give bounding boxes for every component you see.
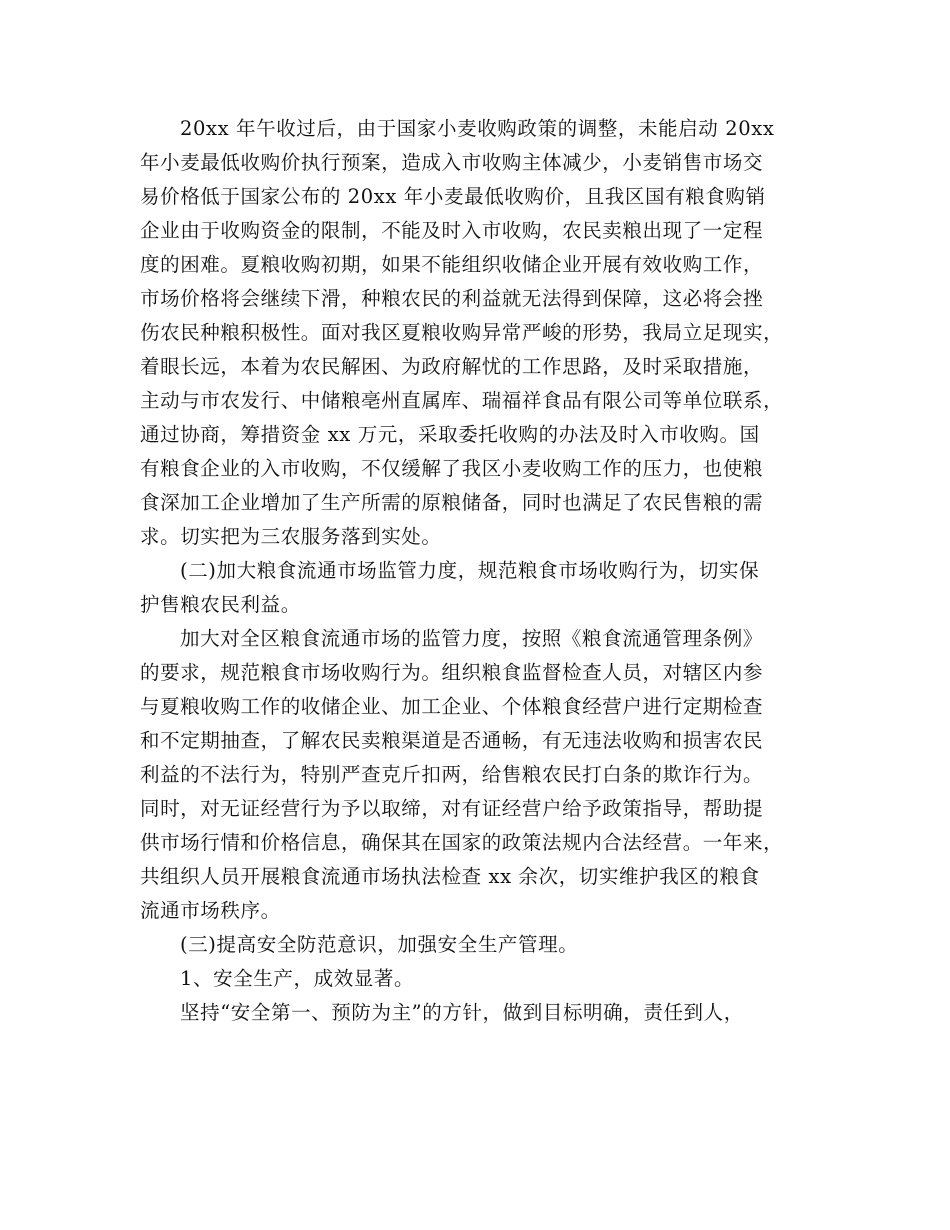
text-line: 有粮食企业的入市收购，不仅缓解了我区小麦收购工作的压力，也使粮: [140, 457, 764, 480]
text-line: 求。切实把为三农服务落到实处。: [140, 525, 442, 548]
text-line: 与夏粮收购工作的收储企业、加工企业、个体粮食经营户进行定期检查: [140, 695, 764, 718]
text-line: 度的困难。夏粮收购初期，如果不能组织收储企业开展有效收购工作，: [140, 253, 764, 276]
text-line: 食深加工企业增加了生产所需的原粮储备，同时也满足了农民售粮的需: [140, 491, 764, 514]
text-line: 着眼长远，本着为农民解困、为政府解忧的工作思路，及时采取措施，: [140, 355, 764, 378]
section-heading: 护售粮农民利益。: [140, 593, 301, 616]
text-line: 利益的不法行为，特别严查克斤扣两，给售粮农民打白条的欺诈行为。: [140, 763, 764, 786]
text-line: 流通市场秩序。: [140, 899, 281, 922]
text-line: 和不定期抽查，了解农民卖粮渠道是否通畅，有无违法收购和损害农民: [140, 729, 764, 752]
text-line: 的要求，规范粮食市场收购行为。组织粮食监督检查人员，对辖区内参: [140, 661, 764, 684]
text-line: 企业由于收购资金的限制，不能及时入市收购，农民卖粮出现了一定程: [140, 219, 764, 242]
text-line: 通过协商，筹措资金 xx 万元，采取委托收购的办法及时入市收购。国: [140, 423, 760, 446]
text-line: 易价格低于国家公布的 20xx 年小麦最低收购价，且我区国有粮食购销: [140, 185, 766, 208]
text-line: 年小麦最低收购价执行预案，造成入市收购主体减少，小麦销售市场交: [140, 151, 764, 174]
text-line: 伤农民种粮积极性。面对我区夏粮收购异常严峻的形势，我局立足现实，: [140, 321, 784, 344]
text-line: 主动与市农发行、中储粮亳州直属库、瑞福祥食品有限公司等单位联系，: [140, 389, 784, 412]
text-line: 共组织人员开展粮食流通市场执法检查 xx 余次，切实维护我区的粮食: [140, 865, 760, 888]
text-line: 坚持“安全第一、预防为主”的方针，做到目标明确，责任到人，: [180, 1001, 744, 1024]
text-line: 同时，对无证经营行为予以取缔，对有证经营户给予政策指导，帮助提: [140, 797, 764, 820]
section-heading: (三)提高安全防范意识，加强安全生产管理。: [180, 933, 579, 956]
text-line: 供市场行情和价格信息，确保其在国家的政策法规内合法经营。一年来，: [140, 831, 784, 854]
section-heading: (二)加大粮食流通市场监管力度，规范粮食市场收购行为，切实保: [180, 559, 760, 582]
text-line: 市场价格将会继续下滑，种粮农民的利益就无法得到保障，这必将会挫: [140, 287, 764, 310]
text-line: 20xx 年午收过后，由于国家小麦收购政策的调整，未能启动 20xx: [180, 117, 775, 140]
subsection-heading: 1、安全生产，成效显著。: [180, 967, 415, 990]
text-line: 加大对全区粮食流通市场的监管力度，按照《粮食流通管理条例》: [180, 627, 763, 650]
